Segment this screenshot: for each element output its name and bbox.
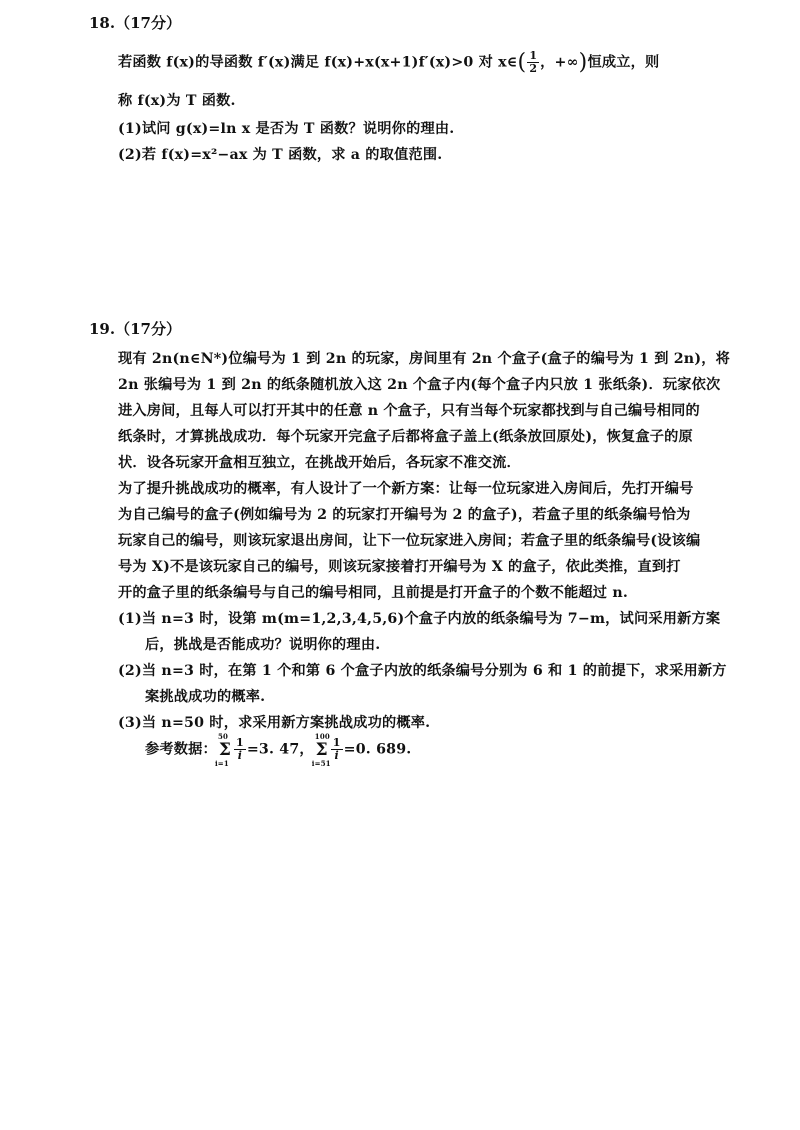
fraction-one-half	[527, 50, 539, 75]
q19-line: 2n 张编号为 1 到 2n 的纸条随机放入这 2n 个盒子内(每个盒子内只放 1 张纸条)．玩家依次	[118, 377, 721, 393]
summation-2: 100 Σ i=51	[311, 731, 331, 768]
q19-line: 为了提升挑战成功的概率，有人设计了一个新方案：让每一位玩家进入房间后，先打开编号	[118, 481, 694, 497]
open-paren: (	[517, 50, 527, 75]
fraction-numerator: 1	[235, 736, 244, 749]
close-paren: )	[578, 50, 588, 75]
q19-line: 纸条时，才算挑战成功．每个玩家开完盒子后都将盒子盖上(纸条放回原处)，恢复盒子的原	[118, 429, 693, 445]
sum-2-value: =0. 689.	[343, 741, 412, 758]
q19-line: 玩家自己的编号，则该玩家退出房间，让下一位玩家进入房间；若盒子里的纸条编号(设该编	[118, 533, 701, 549]
reference-data	[145, 731, 412, 768]
q18-part-2: (2)若 f(x)=x²−ax 为 T 函数，求 a 的取值范围.	[118, 147, 443, 163]
fraction-numerator: 1	[529, 49, 538, 62]
q19-part-1-cont: 后，挑战是否能成功？说明你的理由.	[145, 637, 381, 653]
fraction-denominator: i	[237, 749, 243, 762]
q18-line1-suffix: 恒成立，则	[587, 54, 660, 71]
sum-upper-limit: 100	[314, 731, 330, 741]
question-19-header: 19.（17分）	[89, 320, 181, 338]
q19-line: 现有 2n(n∈N*)位编号为 1 到 2n 的玩家，房间里有 2n 个盒子(盒子的编号为 1 到 2n)，将	[118, 351, 731, 367]
q19-part-2-cont: 案挑战成功的概率.	[145, 689, 266, 705]
fraction-one-over-i	[331, 737, 343, 762]
q18-line1-text: 若函数 f(x)的导函数 f′(x)满足 f(x)+x(x+1)f′(x)>0 对 x∈	[118, 54, 518, 71]
question-18-header: 18.（17分）	[89, 14, 181, 32]
fraction-denominator: 2	[529, 62, 538, 75]
q19-line: 进入房间，且每人可以打开其中的任意 n 个盒子，只有当每个玩家都找到与自己编号相同的	[118, 403, 700, 419]
q19-line: 开的盒子里的纸条编号与自己的编号相同，且前提是打开盒子的个数不能超过 n.	[118, 585, 628, 601]
sum-lower-limit: i=1	[214, 758, 229, 768]
summation-1: 50 Σ i=1	[214, 731, 232, 768]
fraction-numerator: 1	[332, 736, 341, 749]
q18-definition-line: 称 f(x)为 T 函数.	[118, 93, 236, 109]
q18-part-1: (1)试问 g(x)=ln x 是否为 T 函数？说明你的理由.	[118, 121, 455, 137]
question-18-condition-line	[118, 50, 659, 75]
sum-lower-limit: i=51	[311, 758, 331, 768]
fraction-one-over-i	[234, 737, 246, 762]
q19-part-1: (1)当 n=3 时，设第 m(m=1,2,3,4,5,6)个盒子内放的纸条编号为 7−m，试问采用新方案	[118, 611, 721, 627]
q19-line: 号为 X)不是该玩家自己的编号，则该玩家接着打开编号为 X 的盒子，依此类推，直到打	[118, 559, 681, 575]
q19-line: 状．设各玩家开盒相互独立，在挑战开始后，各玩家不准交流．	[118, 455, 521, 471]
interval-upper: ，+∞	[540, 54, 579, 71]
q19-part-3: (3)当 n=50 时，求采用新方案挑战成功的概率.	[118, 715, 431, 731]
q19-line: 为自己编号的盒子(例如编号为 2 的玩家打开编号为 2 的盒子)，若盒子里的纸条编号恰为	[118, 507, 691, 523]
sum-upper-limit: 50	[217, 731, 229, 741]
reference-label: 参考数据：	[145, 741, 217, 758]
fraction-denominator: i	[334, 749, 339, 762]
sum-1-value: =3. 47，	[246, 741, 314, 758]
q19-part-2: (2)当 n=3 时，在第 1 个和第 6 个盒子内放的纸条编号分别为 6 和 1 的前提下，求采用新方	[118, 663, 727, 679]
